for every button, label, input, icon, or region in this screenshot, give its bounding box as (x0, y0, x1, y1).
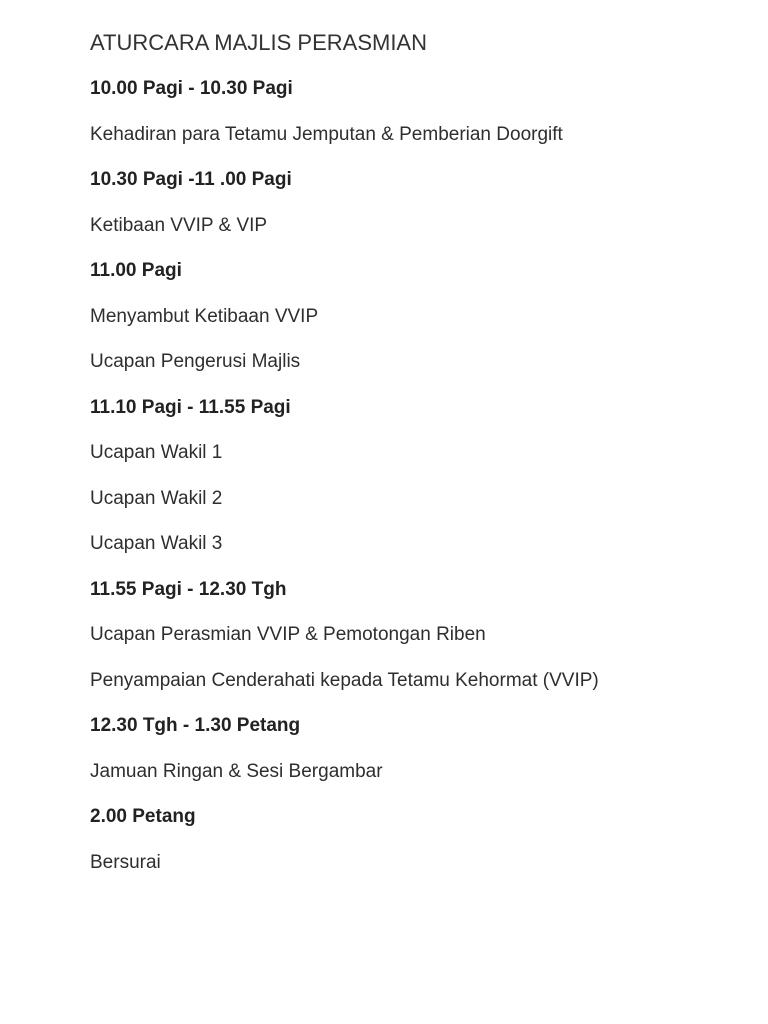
agenda-item: Ucapan Wakil 1 (90, 442, 223, 463)
agenda-time-heading: 10.30 Pagi -11 .00 Pagi (90, 169, 292, 190)
agenda-time-heading: 11.10 Pagi - 11.55 Pagi (90, 396, 291, 418)
agenda-time-heading: 10.00 Pagi - 10.30 Pagi (90, 78, 293, 99)
agenda-item: Penyampaian Cenderahati kepada Tetamu Kehormat (VVIP) (90, 669, 599, 691)
agenda-item: Ucapan Wakil 2 (90, 487, 223, 509)
agenda-list (90, 66, 750, 885)
agenda-time-heading: 2.00 Petang (90, 806, 196, 827)
agenda-item: Ucapan Perasmian VVIP & Pemotongan Riben (90, 624, 486, 645)
agenda-item: Jamuan Ringan & Sesi Bergambar (90, 760, 383, 782)
agenda-item: Menyambut Ketibaan VVIP (90, 305, 319, 327)
agenda-item: Bersurai (90, 851, 161, 873)
agenda-time-heading: 11.00 Pagi (90, 260, 182, 281)
document-page (90, 28, 750, 885)
agenda-time-heading: 11.55 Pagi - 12.30 Tgh (90, 578, 287, 600)
agenda-item: Ketibaan VVIP & VIP (90, 214, 268, 236)
document-title: ATURCARA MAJLIS PERASMIAN (90, 30, 427, 55)
agenda-time-heading: 12.30 Tgh - 1.30 Petang (90, 715, 301, 736)
agenda-item: Ucapan Wakil 3 (90, 533, 223, 554)
agenda-item: Ucapan Pengerusi Majlis (90, 351, 301, 372)
agenda-item: Kehadiran para Tetamu Jemputan & Pemberian Doorgift (90, 123, 563, 145)
